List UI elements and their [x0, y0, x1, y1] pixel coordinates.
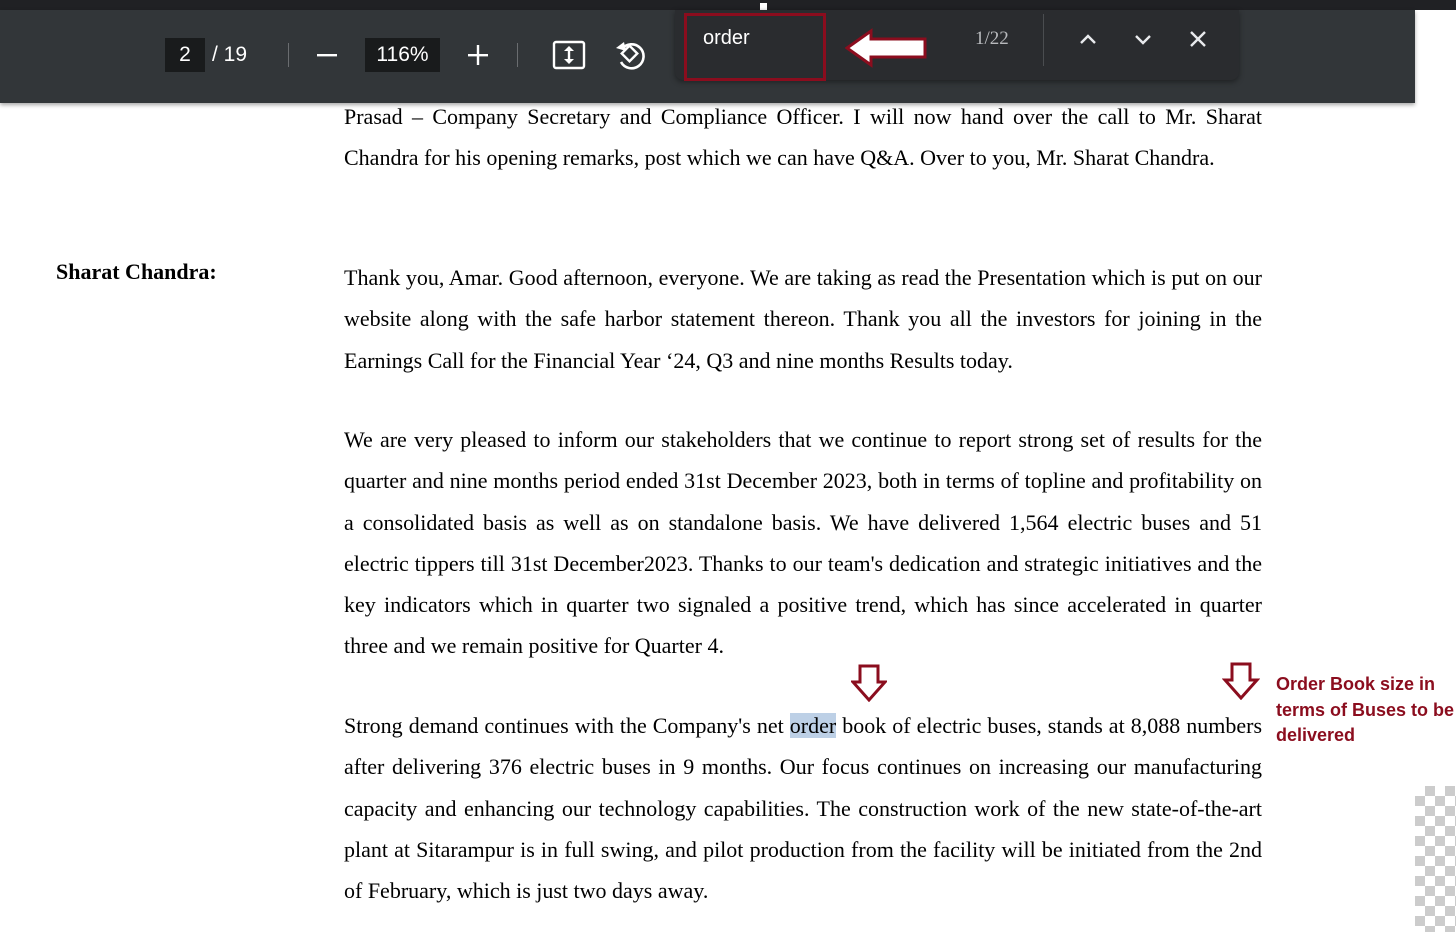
paragraph-3	[344, 705, 1262, 911]
paragraph-3-rest: book of electric buses, stands at 8,088 numbers after delivering 376 electric buses in 9 months. Our focus continues on increasing our manufacturing capacity and enhancing our technology capabilities. The construction work of the new state-of-the-art plant at Sitarampur is in full swing, and pilot production from the facility will be initiated from the 2nd of February, which is just two days away.	[344, 713, 1263, 904]
paragraph-1: Thank you, Amar. Good afternoon, everyone. We are taking as read the Presentation which is put on our website along with the safe harbor statement thereon. Thank you all the investors for joining in the Earnings Call for the Financial Year ‘24, Q3 and nine months Results today.	[344, 265, 1262, 373]
down-arrow-annotation-icon	[1222, 662, 1260, 700]
find-divider	[1043, 14, 1044, 66]
page-number-input[interactable]	[165, 38, 205, 72]
fit-to-page-button[interactable]	[551, 38, 587, 72]
rotate-button[interactable]	[612, 36, 650, 74]
zoom-out-icon	[315, 43, 339, 67]
annotation-note: Order Book size in terms of Buses to be delivered	[1276, 674, 1455, 745]
left-arrow-annotation-icon	[845, 28, 929, 68]
previous-result-icon	[1078, 29, 1098, 49]
close-icon	[1188, 29, 1208, 49]
speaker-name: Sharat Chandra:	[56, 259, 217, 284]
close-find-button[interactable]	[1185, 26, 1211, 52]
intro-paragraph: Prasad – Company Secretary and Compliance Officer. I will now hand over the call to Mr. Sharat Chandra for his opening remarks, post which we can have Q&A. Over to you, Mr. Sharat Chandra.	[344, 104, 1262, 171]
toolbar-divider	[288, 43, 289, 67]
down-arrow-annotation-icon	[851, 664, 887, 702]
zoom-out-button[interactable]	[312, 40, 342, 70]
previous-result-button[interactable]	[1075, 26, 1101, 52]
paragraph-2: We are very pleased to inform our stakeholders that we continue to report strong set of results for the quarter and nine months period ended 31st December 2023, both in terms of topline and profitability on a consolidated basis as well as on standalone basis. We have delivered 1,564 electric buses and 51 electric tippers till 31st December2023. Thanks to our team's dedication and strategic initiatives and the key indicators which in quarter two signaled a positive trend, which has since accelerated in quarter three and we remain positive for Quarter 4.	[344, 427, 1262, 659]
zoom-level-input[interactable]	[365, 38, 440, 72]
pdf-page	[0, 103, 1415, 932]
next-result-icon	[1133, 29, 1153, 49]
fit-to-page-icon	[552, 40, 586, 70]
resize-handle[interactable]	[760, 3, 767, 10]
search-match-highlight: order	[789, 713, 837, 738]
window-top-strip	[0, 0, 1456, 10]
paragraph-3-start: Strong demand continues with the Company's net	[344, 713, 790, 738]
next-result-button[interactable]	[1130, 26, 1156, 52]
transparent-area	[1415, 786, 1456, 932]
find-result-count: 1/22	[975, 28, 1009, 49]
zoom-in-button[interactable]	[463, 40, 493, 70]
toolbar-divider	[517, 43, 518, 67]
page-total: / 19	[212, 43, 248, 66]
zoom-in-icon	[466, 43, 490, 67]
rotate-icon	[613, 37, 649, 73]
search-highlight-box	[684, 13, 826, 81]
